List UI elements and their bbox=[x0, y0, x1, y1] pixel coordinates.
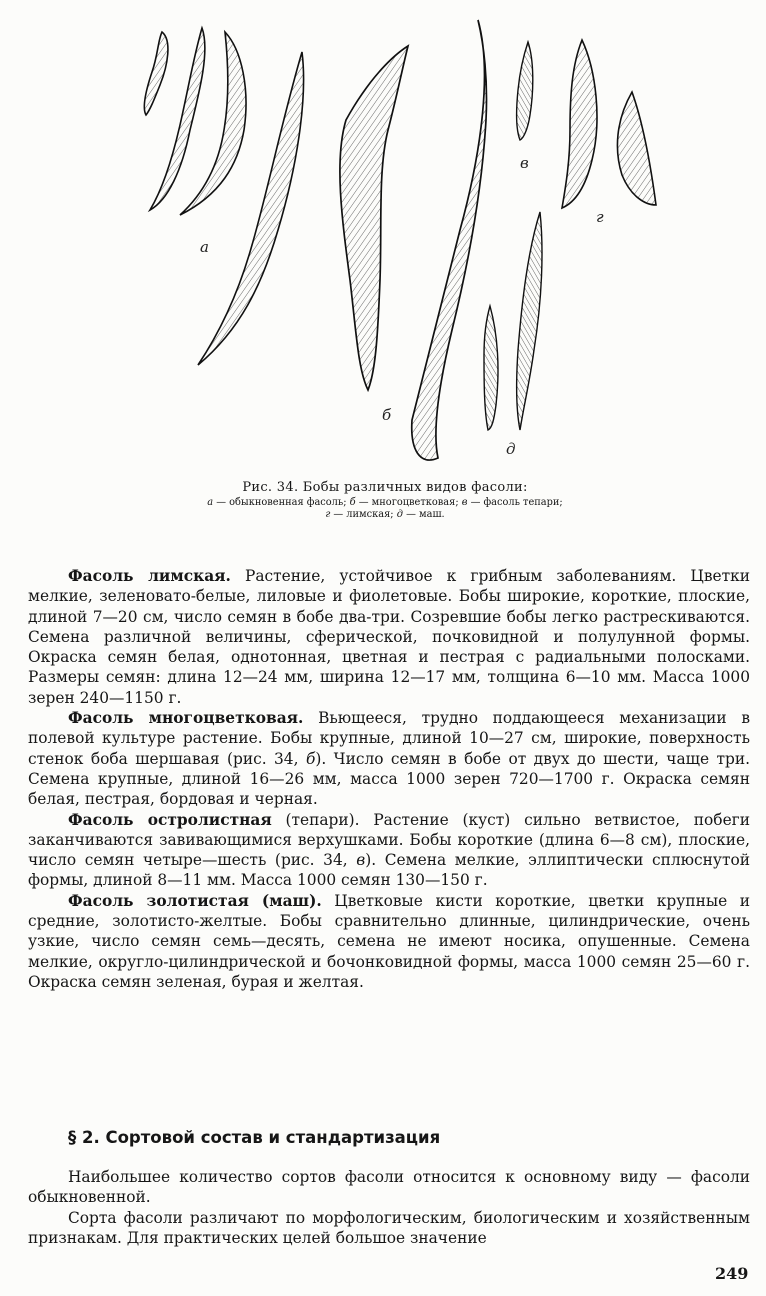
paragraph-term: Фасоль золотистая (маш). bbox=[68, 891, 322, 910]
main-text bbox=[28, 566, 750, 992]
figure-letter-d: д bbox=[506, 440, 516, 458]
paragraph: Наибольшее количество сортов фасоли относится к основному виду — фасоли обыкновенной. bbox=[28, 1168, 750, 1207]
bean-pod bbox=[484, 306, 498, 430]
pod-group-d bbox=[484, 212, 542, 430]
caption-legend-letter: б bbox=[349, 497, 356, 508]
pod-group-b bbox=[340, 20, 487, 460]
bean-pods-figure bbox=[110, 10, 670, 478]
paragraph-term: Фасоль остролистная bbox=[68, 810, 272, 829]
page-number: 249 bbox=[715, 1264, 749, 1283]
section-heading: § 2. Сортовой состав и стандартизация bbox=[68, 1128, 441, 1147]
bean-pod bbox=[517, 212, 542, 430]
pod-group-g bbox=[562, 40, 656, 208]
paragraph: Сорта фасоли различают по морфологическим, биологическим и хозяйственным признакам. Для практических целей большое значение bbox=[28, 1208, 750, 1247]
bean-pod bbox=[412, 20, 487, 460]
figure-letter-b: б bbox=[382, 406, 392, 424]
caption-legend-text: — маш. bbox=[402, 509, 445, 520]
caption-legend-text: — многоцветковая; bbox=[355, 497, 462, 508]
paragraph-term: Фасоль многоцветковая. bbox=[68, 709, 304, 728]
pod-group-a bbox=[144, 28, 303, 365]
bean-pod bbox=[198, 52, 304, 365]
section-text bbox=[28, 1167, 750, 1248]
caption-legend-letter: а bbox=[207, 497, 214, 508]
bean-pods-illustration bbox=[110, 10, 670, 478]
caption-legend-letter: г bbox=[325, 509, 331, 520]
caption-legend-letter: в bbox=[461, 497, 468, 508]
bean-pod-v bbox=[517, 42, 533, 140]
paragraph: Фасоль золотистая (маш). Цветковые кисти короткие, цветки крупные и средние, золотисто-желтые. Бобы сравнительно длинные, цилиндрические, очень узкие, число семян семь—десять, семена не имеют носика, опушенные. Семена мелкие, округло-цилиндрической и бочонковидной формы, масса 1000 семян 25—60 г. Окраска семян зеленая, бурая и желтая. bbox=[28, 891, 751, 991]
caption-legend bbox=[60, 497, 710, 521]
caption-legend-text: — лимская; bbox=[330, 509, 397, 520]
caption-legend-text: — фасоль тепари; bbox=[467, 497, 563, 508]
paragraph: Фасоль остролистная (тепари). Растение (куст) сильно ветвистое, побеги заканчиваются завивающимися верхушками. Бобы короткие (длина 6—8 см), плоские, число семян четыре—шесть (рис. 34, в). Семена мелкие, эллиптически сплюснутой формы, длиной 8—11 мм. Масса 1000 семян 130—150 г. bbox=[28, 810, 750, 890]
bean-pod bbox=[144, 32, 168, 115]
bean-pod bbox=[562, 40, 597, 208]
caption-title: Рис. 34. Бобы различных видов фасоли: bbox=[242, 480, 528, 495]
bean-pod bbox=[617, 92, 656, 205]
paragraph-term: Фасоль лимская. bbox=[68, 567, 231, 585]
figure-reference-letter: б bbox=[305, 749, 316, 768]
paragraph: Фасоль лимская. Растение, устойчивое к грибным заболеваниям. Цветки мелкие, зеленовато-белые, лиловые и фиолетовые. Бобы широкие, короткие, плоские, длиной 7—20 см, число семян в бобе два-три. Созревшие бобы легко растрескиваются. Семена различной величины, сферической, почковидной и полулунной формы. Окраска семян белая, однотонная, цветная и пестрая с радиальными полосками. Размеры семян: длина 12—24 мм, ширина 12—17 мм, толщина 6—10 мм. Масса 1000 зерен 240—1150 г. bbox=[28, 567, 750, 707]
caption-legend-letter: д bbox=[396, 509, 403, 520]
figure-letter-g: г bbox=[596, 208, 604, 226]
figure-reference-letter: в bbox=[356, 851, 366, 870]
caption-legend-text: — обыкновенная фасоль; bbox=[213, 497, 350, 508]
paragraph: Фасоль многоцветковая. Вьющееся, трудно поддающееся механизации в полевой культуре растение. Бобы крупные, длиной 10—27 см, широкие, поверхность стенок боба шершавая (рис. 34, б). Число семян в бобе от двух до шести, чаще три. Семена крупные, длиной 16—26 мм, масса 1000 зерен 720—1700 г. Окраска семян белая, пестрая, бордовая и черная. bbox=[28, 709, 750, 809]
figure-letter-v: в bbox=[520, 154, 529, 172]
bean-pod bbox=[340, 46, 408, 390]
figure-letter-a: а bbox=[200, 238, 209, 256]
figure-caption bbox=[60, 480, 710, 521]
